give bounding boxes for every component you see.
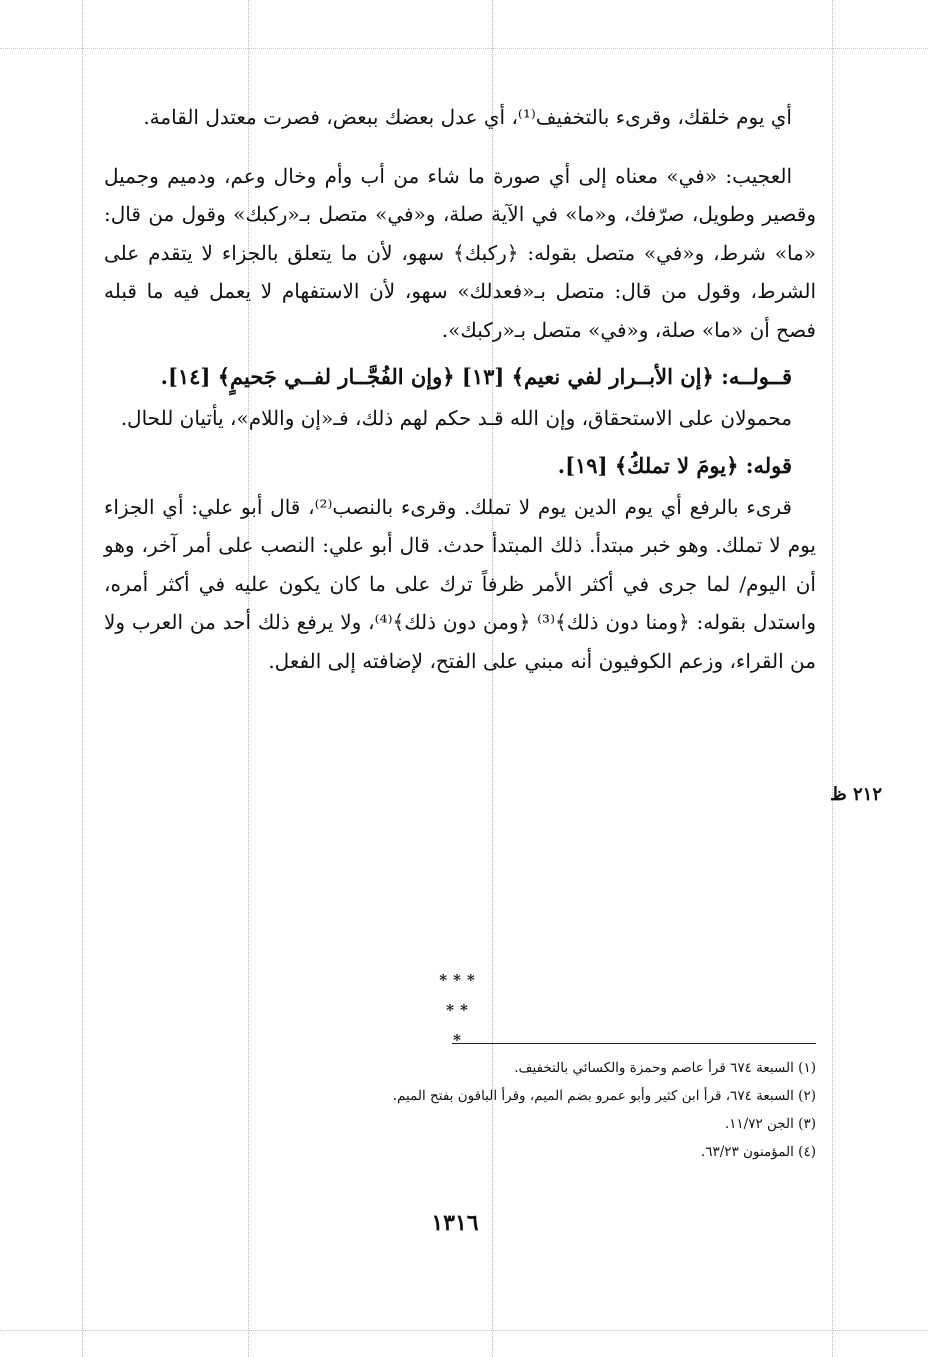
scan-grid-line xyxy=(0,1330,928,1331)
scan-grid-line xyxy=(82,0,83,1357)
separator-row: ** xyxy=(446,1001,474,1019)
footnote-rule xyxy=(452,1043,816,1044)
paragraph-3: محمولان على الاستحقاق، وإن الله قـد حكم لهم ذلك، فـ«إن واللام»، يأتيان للحال. xyxy=(120,406,792,430)
paragraph-4: قرىء بالرفع أي يوم الدين يوم لا تملك. وقرىء بالنصب⁽²⁾، قال أبو علي: أي الجزاء يوم لا تملك. وهو خبر مبتدأ. ذلك المبتدأ حدث. قال أبو علي: النصب على أمر آخر، وهو أن اليوم/ لما جرى في أكثر الأمر ظرفاً ترك على ما كان يكون عليه في أكثر أمره، واستدل بقوله: ﴿ومنا دون ذلك﴾⁽³⁾ ﴿ومن دون ذلك﴾⁽⁴⁾، ولا يرفع ذلك أحد من العرب ولا من القراء، وزعم الكوفيون أنه مبني على الفتح، لإضافته إلى الفعل. xyxy=(104,494,816,673)
page-number: ١٣١٦ xyxy=(431,1210,479,1236)
separator-row: *** xyxy=(439,971,481,989)
footnote-3: (٣) الجن ١١/٧٢. xyxy=(724,1116,816,1132)
scan-grid-line xyxy=(0,48,928,49)
footnote-4: (٤) المؤمنون ٦٣/٢٣. xyxy=(700,1144,816,1160)
footnote-2: (٢) السبعة ٦٧٤، قرأ ابن كثير وأبو عمرو بضم الميم، وقرأ الباقون بفتح الميم. xyxy=(392,1088,816,1104)
main-text xyxy=(104,98,816,680)
paragraph-1: أي يوم خلقك، وقرىء بالتخفيف⁽¹⁾، أي عدل بعضك ببعض، فصرت معتدل القامة. xyxy=(143,105,792,129)
section-separator xyxy=(380,965,540,1055)
scan-grid-line xyxy=(832,0,833,1357)
footnote-1: (١) السبعة ٦٧٤ قرأ عاصم وحمزة والكسائي بالتخفيف. xyxy=(514,1060,816,1076)
verse-heading-19: قوله: ﴿يومَ لا تملكُ﴾ [١٩]. xyxy=(557,452,792,478)
verse-heading-13-14: قــولــه: ﴿إن الأبــرار لفي نعيم﴾ [١٣] ﴿وإن الفُجَّــار لفــي جَحيمٍ﴾ [١٤]. xyxy=(160,364,792,389)
manuscript-folio-marker: ٢١٢ ظ xyxy=(830,784,882,805)
paragraph-2: العجيب: «في» معناه إلى أي صورة ما شاء من أب وأم وخال وعم، ودميم وجميل وقصير وطويل، صرّفك، و«ما» في الآية صلة، و«في» متصل بـ«ركبك» وقول من قال: «ما» شرط، و«في» متصل بقوله: ﴿ركبك﴾ سهو، لأن ما يتعلق بالجزاء لا يتقدم على الشرط، وقول من قال: متصل بـ«فعدلك» سهو، لأن الاستفهام لا يعمل فيه ما قبله فصح أن «ما» صلة، و«في» متصل بـ«ركبك». xyxy=(104,163,816,342)
spacer xyxy=(104,137,816,157)
footnotes xyxy=(180,1054,816,1166)
separator-row: * xyxy=(453,1031,467,1049)
